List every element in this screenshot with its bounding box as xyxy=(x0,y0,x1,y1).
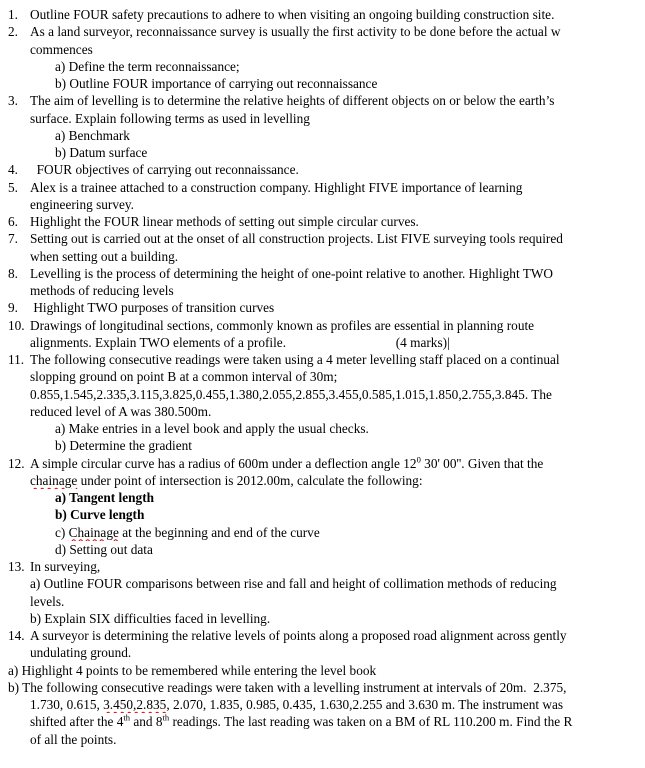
misspelled-text: chainage xyxy=(30,472,78,488)
text-line xyxy=(8,558,645,575)
text-run: commences xyxy=(30,41,93,57)
question-item xyxy=(8,92,645,161)
text-line xyxy=(8,627,645,644)
list-number: 9. xyxy=(8,300,18,316)
text-run: 0.855,1.545,2.335,3.115,3.825,0.455,1.380,2.055,2.855,3.455,0.585,1.015,1.850,2.755,3.845. The xyxy=(30,386,552,402)
text-run: Drawings of longitudinal sections, commonly known as profiles are essential in planning route xyxy=(30,317,535,333)
text-run: (4 marks)| xyxy=(286,334,450,350)
text-run: shifted after the 4 xyxy=(30,714,124,730)
question-item xyxy=(8,627,645,748)
text-line xyxy=(8,368,645,385)
text-run: of all the points. xyxy=(30,731,117,747)
text-line xyxy=(8,92,645,109)
question-item xyxy=(8,317,645,352)
text-line xyxy=(8,489,645,506)
text-run: 0 xyxy=(416,454,421,465)
text-run: b) The following consecutive readings were taken with a levelling instrument at intervals of 20m. 2.375, xyxy=(8,679,567,695)
list-number: 12. xyxy=(8,455,25,471)
text-run: th xyxy=(162,713,170,723)
text-run: a) Define the term reconnaissance; xyxy=(55,58,240,74)
text-run: when setting out a building. xyxy=(30,248,179,264)
text-run: reduced level of A was 380.500m. xyxy=(30,403,212,419)
text-run: a) Tangent length xyxy=(55,490,155,505)
text-run: Highlight TWO purposes of transition curves xyxy=(30,300,275,316)
text-run: Alex is a trainee attached to a construction company. Highlight FIVE importance of learning xyxy=(30,179,523,195)
text-line xyxy=(8,75,645,92)
list-number: 6. xyxy=(8,214,18,229)
list-number: 3. xyxy=(8,93,18,109)
text-run: a) Benchmark xyxy=(55,127,130,143)
text-line xyxy=(8,282,645,299)
text-run: undulating ground. xyxy=(30,645,132,661)
question-item xyxy=(8,161,645,178)
question-item xyxy=(8,179,645,214)
question-item xyxy=(8,265,645,300)
text-run: 1.730, 0.615, xyxy=(30,697,104,712)
text-line xyxy=(8,541,645,558)
text-run: Outline FOUR safety precautions to adhere to when visiting an ongoing building construction site. xyxy=(30,7,555,22)
text-line xyxy=(8,58,645,75)
text-run: a) Highlight 4 points to be remembered while entering the level book xyxy=(8,662,377,678)
text-line xyxy=(8,437,645,454)
text-line xyxy=(8,317,645,334)
list-number: 10. xyxy=(8,317,25,333)
text-line xyxy=(8,248,645,265)
text-line xyxy=(8,299,645,316)
list-number: 1. xyxy=(8,7,18,22)
text-line xyxy=(8,230,645,247)
text-line xyxy=(8,265,645,282)
text-run: readings. The last reading was taken on a BM of RL 110.200 m. Find the R xyxy=(169,714,573,730)
text-run: a) Outline FOUR comparisons between rise and fall and height of collimation methods of reducing xyxy=(30,576,557,592)
text-line xyxy=(8,662,645,679)
list-number: 4. xyxy=(8,162,18,178)
text-line xyxy=(8,610,645,627)
question-item xyxy=(8,230,645,265)
text-run: In surveying, xyxy=(30,559,101,574)
text-line xyxy=(8,144,645,161)
text-line xyxy=(8,524,645,541)
text-run: methods of reducing levels xyxy=(30,283,174,298)
text-run: , 2.070, 1.835, 0.985, 0.435, 1.630,2.255 and 3.630 m. The instrument was xyxy=(166,697,564,712)
text-run: Highlight the FOUR linear methods of setting out simple circular curves. xyxy=(30,214,419,229)
text-run: and 8 xyxy=(130,714,163,730)
text-run: 30' 00''. Given that the xyxy=(420,455,544,471)
text-run: slopping ground on point B at a common interval of 30m; xyxy=(30,369,338,385)
text-run: Levelling is the process of determining the height of one-point relative to another. Highlight TWO xyxy=(30,265,554,281)
text-run: c) xyxy=(55,524,69,540)
text-run: engineering survey. xyxy=(30,196,134,212)
text-run: th xyxy=(123,713,131,723)
text-run: surface. Explain following terms as used in levelling xyxy=(30,110,310,126)
text-line xyxy=(8,23,645,40)
text-run: As a land surveyor, reconnaissance survey is usually the first activity to be done before the actual w xyxy=(30,24,561,40)
question-item xyxy=(8,455,645,559)
list-number: 11. xyxy=(8,352,25,367)
text-run: alignments. Explain TWO elements of a profile. xyxy=(30,334,287,350)
text-line xyxy=(8,179,645,196)
text-line xyxy=(8,506,645,523)
text-run: FOUR objectives of carrying out reconnaissance. xyxy=(30,162,299,178)
text-run: b) Explain SIX difficulties faced in levelling. xyxy=(30,610,271,626)
text-line xyxy=(8,420,645,437)
text-line xyxy=(8,127,645,144)
text-run: b) Outline FOUR importance of carrying out reconnaissance xyxy=(55,76,378,91)
text-line xyxy=(8,196,645,213)
text-line xyxy=(8,110,645,127)
text-run: b) Determine the gradient xyxy=(55,438,192,454)
text-line xyxy=(8,679,645,696)
text-line xyxy=(8,403,645,420)
question-item xyxy=(8,6,645,23)
text-run: Setting out is carried out at the onset of all construction projects. List FIVE surveying tools required xyxy=(30,231,563,247)
list-number: 8. xyxy=(8,265,18,281)
text-run: levels. xyxy=(30,593,65,609)
text-line xyxy=(8,213,645,230)
list-number: 13. xyxy=(8,559,25,574)
text-line xyxy=(8,575,645,592)
list-number: 14. xyxy=(8,628,25,643)
text-line xyxy=(8,161,645,178)
text-line xyxy=(8,472,645,489)
text-run: The aim of levelling is to determine the relative heights of different objects on or below the earth’s xyxy=(30,93,555,109)
text-run: a) Make entries in a level book and apply the usual checks. xyxy=(55,421,369,436)
text-line xyxy=(8,731,645,748)
list-number: 7. xyxy=(8,231,18,247)
text-line xyxy=(8,696,645,713)
text-line xyxy=(8,593,645,610)
question-item xyxy=(8,23,645,92)
text-run: at the beginning and end of the curve xyxy=(118,524,320,540)
text-run: under point of intersection is 2012.00m, calculate the following: xyxy=(77,472,423,488)
text-line xyxy=(8,41,645,58)
list-number: 5. xyxy=(8,179,18,195)
text-line xyxy=(8,334,645,351)
misspelled-text: 3.450,2.835 xyxy=(103,697,167,712)
misspelled-text: Chainage xyxy=(68,524,119,540)
text-run: A surveyor is determining the relative levels of points along a proposed road alignment across gently xyxy=(30,628,567,643)
text-line xyxy=(8,713,645,730)
list-number: 2. xyxy=(8,24,18,40)
text-run: A simple circular curve has a radius of 600m under a deflection angle 12 xyxy=(30,455,417,471)
text-run: The following consecutive readings were taken using a 4 meter levelling staff placed on a continual xyxy=(30,352,560,367)
text-run: b) Datum surface xyxy=(55,145,148,160)
question-item xyxy=(8,299,645,316)
text-line xyxy=(8,644,645,661)
question-item xyxy=(8,351,645,455)
text-line xyxy=(8,386,645,403)
question-item xyxy=(8,213,645,230)
text-run: b) Curve length xyxy=(55,507,145,523)
text-line xyxy=(8,351,645,368)
text-line xyxy=(8,455,645,472)
text-run: d) Setting out data xyxy=(55,541,153,557)
text-line xyxy=(8,6,645,23)
question-item xyxy=(8,558,645,627)
